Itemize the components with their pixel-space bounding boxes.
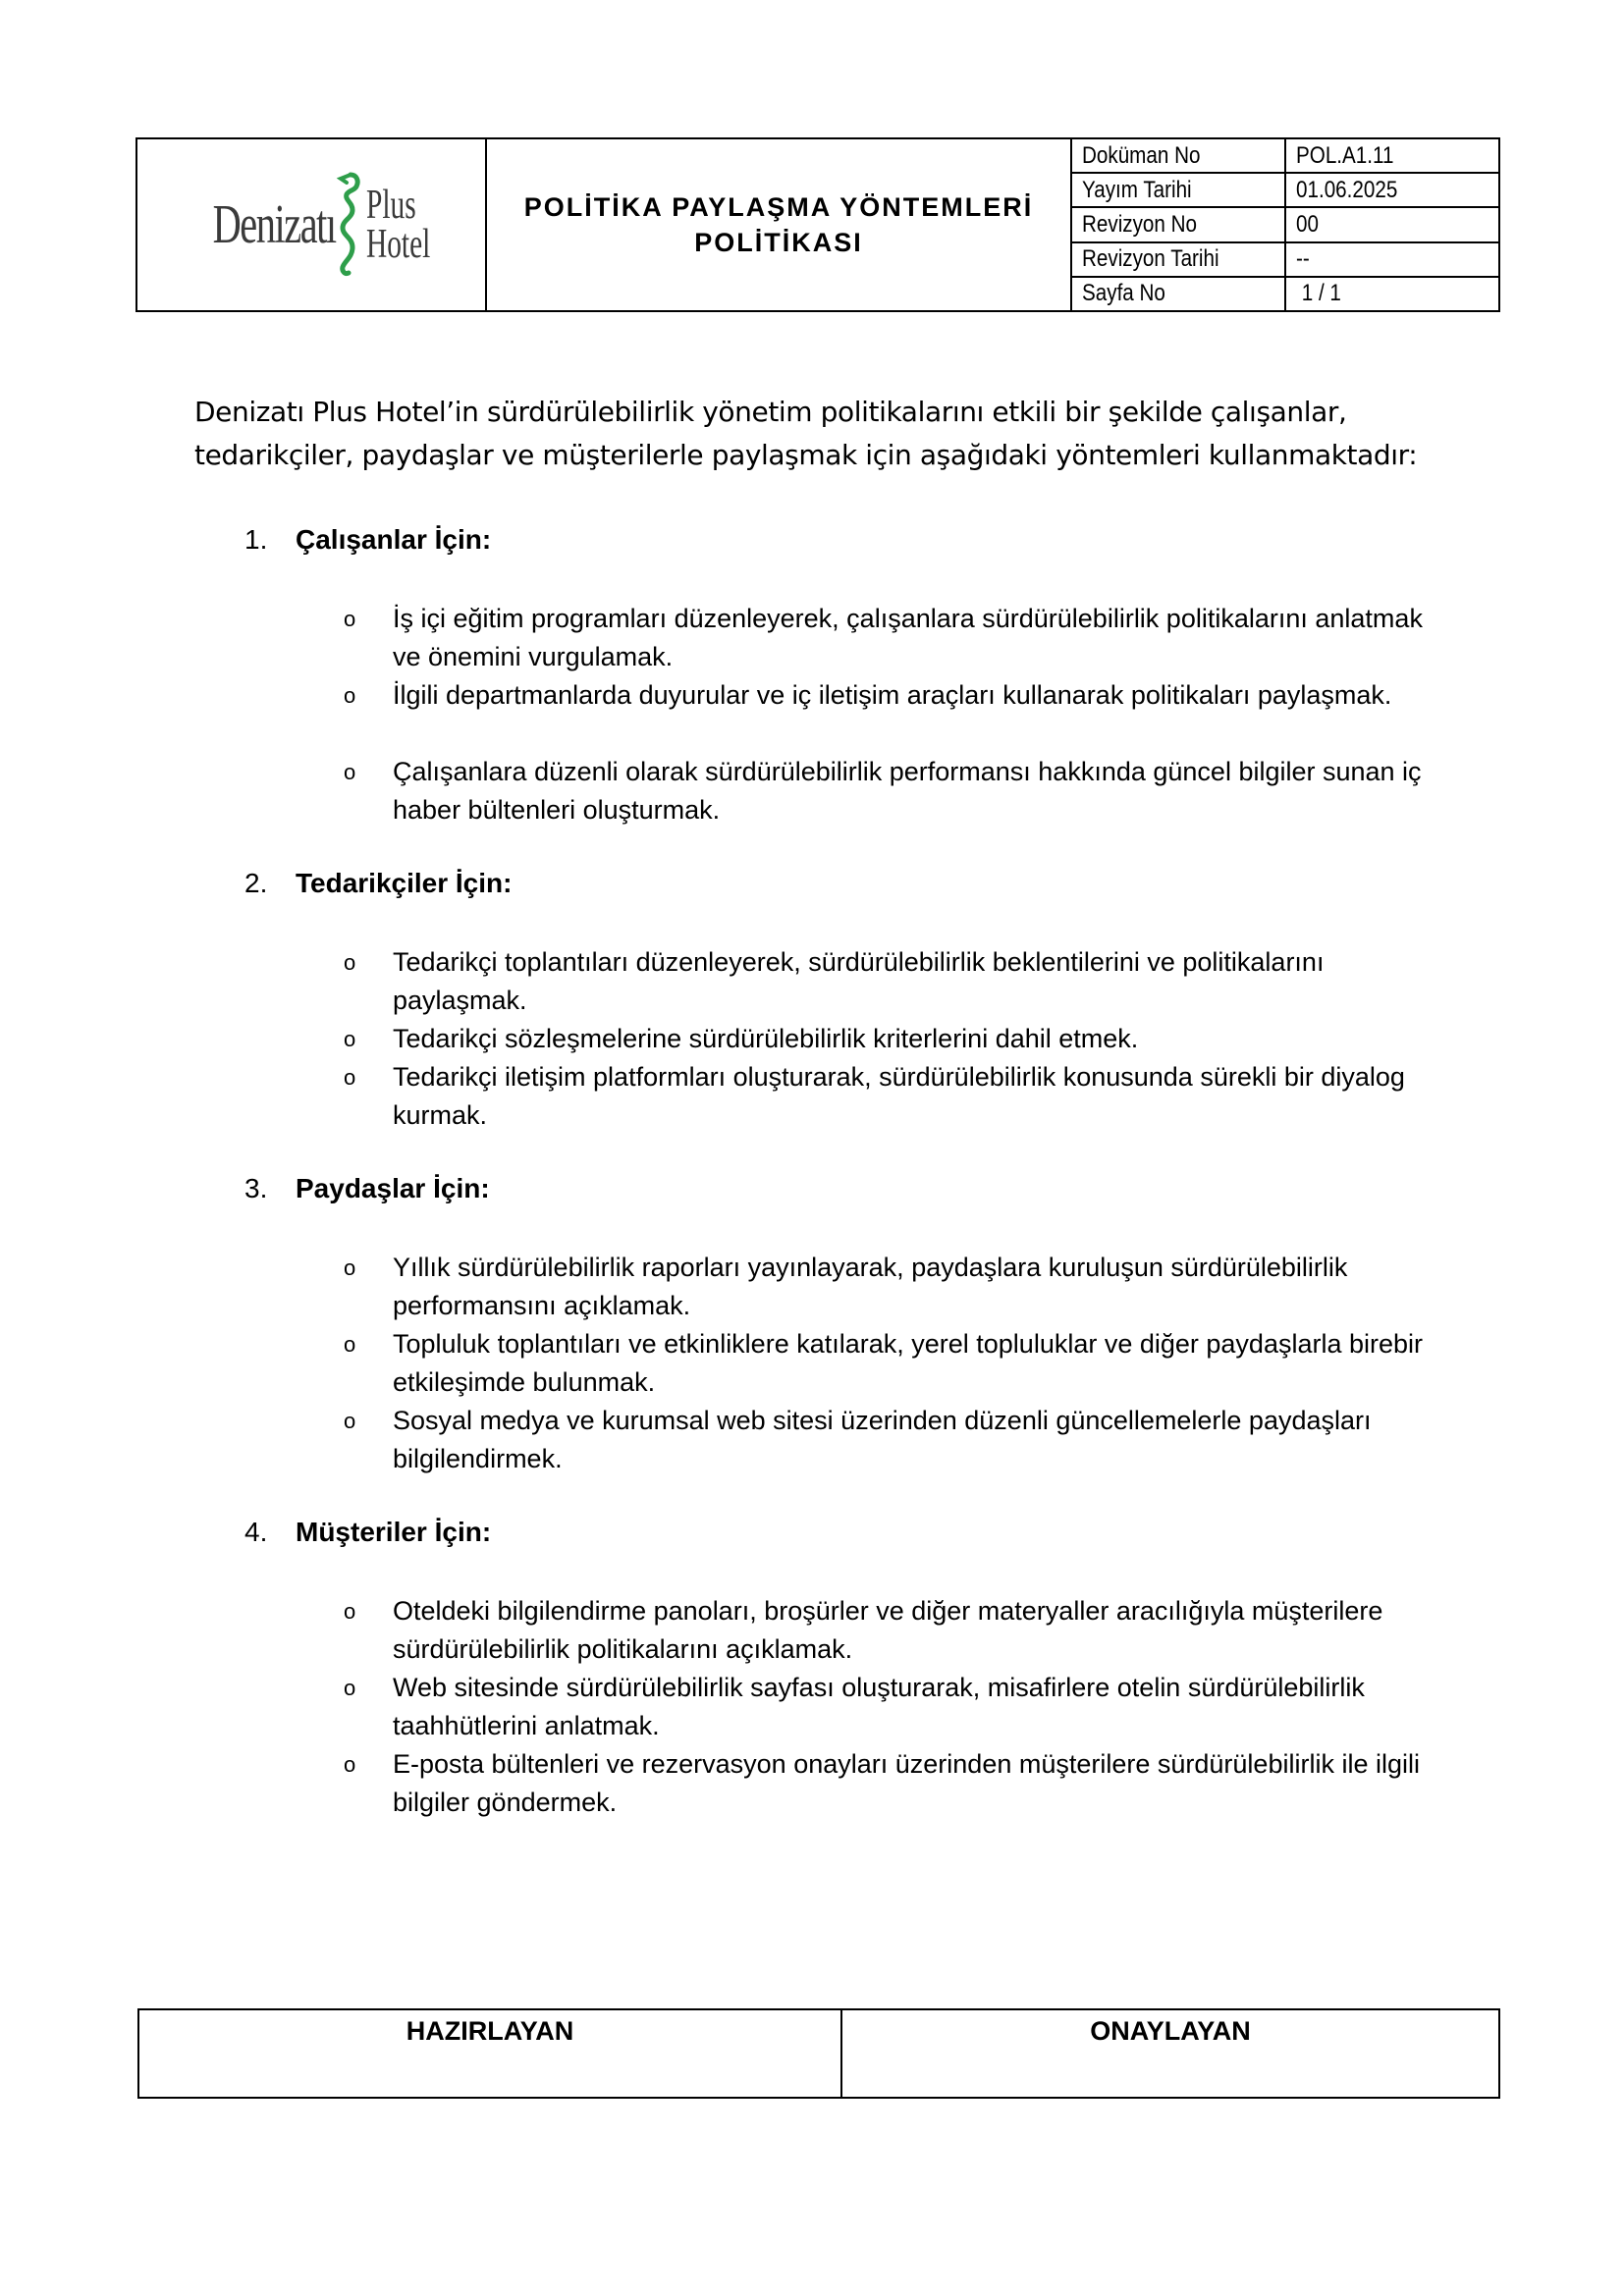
meta-label: Revizyon Tarihi bbox=[1082, 245, 1219, 273]
logo-word-plus: Plus bbox=[366, 183, 416, 228]
list-item-text: Topluluk toplantıları ve etkinliklere katılarak, yerel topluluklar ve diğer paydaşlarla birebir etkileşimde bulunmak. bbox=[393, 1329, 1424, 1397]
list-item bbox=[344, 676, 1443, 715]
prepared-by-cell bbox=[139, 2010, 842, 2097]
document-title bbox=[487, 139, 1072, 310]
meta-row-revision-no bbox=[1072, 208, 1498, 242]
meta-value: POL.A1.11 bbox=[1296, 141, 1394, 169]
bullet-circle-icon: o bbox=[344, 1332, 356, 1357]
list-item bbox=[344, 1020, 1443, 1058]
section-heading: Müşteriler İçin: bbox=[296, 1517, 492, 1547]
bullet-circle-icon: o bbox=[344, 1409, 356, 1433]
list-item-text: İlgili departmanlarda duyurular ve iç iletişim araçları kullanarak politikaları paylaşmak. bbox=[393, 680, 1392, 710]
bullet-circle-icon: o bbox=[344, 1676, 356, 1700]
list-item-text: Tedarikçi iletişim platformları oluşturarak, sürdürülebilirlik konusunda sürekli bir diyalog kurmak. bbox=[393, 1062, 1405, 1130]
list-item-text: Web sitesinde sürdürülebilirlik sayfası oluşturarak, misafirlere otelin sürdürülebilirlik taahhütlerini anlatmak. bbox=[393, 1673, 1365, 1740]
section-number: 2. bbox=[244, 868, 268, 898]
bullet-circle-icon: o bbox=[344, 950, 356, 975]
meta-row-publish-date bbox=[1072, 174, 1498, 208]
logo-word-hotel: Hotel bbox=[366, 222, 431, 267]
list-item bbox=[344, 1745, 1443, 1822]
section-title-suppliers bbox=[244, 868, 512, 899]
bullet-circle-icon: o bbox=[344, 1599, 356, 1624]
prepared-by-label: HAZIRLAYAN bbox=[406, 2016, 574, 2046]
meta-label: Yayım Tarihi bbox=[1082, 176, 1192, 203]
list-item bbox=[344, 943, 1443, 1020]
list-item-text: Tedarikçi toplantıları düzenleyerek, sürdürülebilirlik beklentilerini ve politikalarını paylaşmak. bbox=[393, 947, 1325, 1015]
section-number: 3. bbox=[244, 1173, 268, 1203]
bullet-circle-icon: o bbox=[344, 1065, 356, 1090]
bullet-circle-icon: o bbox=[344, 1752, 356, 1777]
meta-row-document-no bbox=[1072, 139, 1498, 174]
document-meta-table bbox=[1072, 139, 1498, 310]
section-number: 1. bbox=[244, 524, 268, 555]
bullet-circle-icon: o bbox=[344, 1027, 356, 1051]
section-heading: Çalışanlar İçin: bbox=[296, 524, 492, 555]
meta-value: -- bbox=[1296, 245, 1310, 273]
title-line-2: POLİTİKASI bbox=[694, 228, 863, 257]
meta-value: 00 bbox=[1296, 211, 1319, 238]
section-title-customers bbox=[244, 1517, 491, 1548]
signature-table bbox=[137, 2008, 1500, 2099]
approved-by-cell bbox=[842, 2010, 1498, 2097]
meta-label: Doküman No bbox=[1082, 141, 1201, 169]
section-title-stakeholders bbox=[244, 1173, 490, 1204]
list-item-text: İş içi eğitim programları düzenleyerek, çalışanlara sürdürülebilirlik politikalarını anlatmak ve önemini vurgulamak. bbox=[393, 604, 1423, 671]
section-heading: Tedarikçiler İçin: bbox=[296, 868, 513, 898]
intro-paragraph: Denizatı Plus Hotel’in sürdürülebilirlik yönetim politikalarını etkili bir şekilde çalışanlar, tedarikçiler, paydaşlar ve müşterilerle paylaşmak için aşağıdaki yöntemleri kullanmaktadır: bbox=[194, 396, 1418, 471]
bullet-circle-icon: o bbox=[344, 760, 356, 784]
title-line-1: POLİTİKA PAYLAŞMA YÖNTEMLERİ bbox=[523, 192, 1034, 222]
list-item-text: Sosyal medya ve kurumsal web sitesi üzerinden düzenli güncellemelerle paydaşları bilgilendirmek. bbox=[393, 1406, 1372, 1473]
list-item bbox=[344, 753, 1443, 829]
list-item bbox=[344, 1669, 1443, 1745]
logo-word-main: Denizatı bbox=[212, 194, 336, 255]
meta-row-revision-date bbox=[1072, 243, 1498, 278]
list-item bbox=[344, 1402, 1443, 1478]
section-number: 4. bbox=[244, 1517, 268, 1547]
list-item bbox=[344, 600, 1443, 676]
seahorse-icon bbox=[333, 171, 362, 279]
list-item bbox=[344, 1058, 1443, 1135]
bullet-circle-icon: o bbox=[344, 1255, 356, 1280]
list-item bbox=[344, 1592, 1443, 1669]
section-title-employees bbox=[244, 524, 491, 556]
bullet-circle-icon: o bbox=[344, 683, 356, 708]
list-item-text: Yıllık sürdürülebilirlik raporları yayınlayarak, paydaşlara kuruluşun sürdürülebilirlik performansını açıklamak. bbox=[393, 1253, 1348, 1320]
list-item bbox=[344, 1249, 1443, 1325]
meta-label: Sayfa No bbox=[1082, 280, 1165, 307]
list-item-text: Çalışanlara düzenli olarak sürdürülebilirlik performansı hakkında güncel bilgiler sunan iç haber bültenleri oluşturmak. bbox=[393, 757, 1422, 825]
list-item-text: Tedarikçi sözleşmelerine sürdürülebilirlik kriterlerini dahil etmek. bbox=[393, 1024, 1139, 1053]
meta-label: Revizyon No bbox=[1082, 211, 1198, 238]
approved-by-label: ONAYLAYAN bbox=[1090, 2016, 1251, 2046]
list-item-text: E-posta bültenleri ve rezervasyon onayları üzerinden müşterilere sürdürülebilirlik ile ilgili bilgiler göndermek. bbox=[393, 1749, 1420, 1817]
section-heading: Paydaşlar İçin: bbox=[296, 1173, 490, 1203]
list-item bbox=[344, 1325, 1443, 1402]
meta-value: 1 / 1 bbox=[1296, 280, 1341, 307]
logo-word-stack bbox=[366, 183, 431, 267]
bullet-circle-icon: o bbox=[344, 607, 356, 631]
meta-row-page-no bbox=[1072, 278, 1498, 310]
meta-value: 01.06.2025 bbox=[1296, 176, 1398, 203]
list-item-text: Oteldeki bilgilendirme panoları, broşürler ve diğer materyaller aracılığıyla müşterilere sürdürülebilirlik politikalarını açıklamak. bbox=[393, 1596, 1383, 1664]
document-header bbox=[135, 137, 1500, 312]
hotel-logo bbox=[165, 171, 459, 279]
logo-cell bbox=[137, 139, 487, 310]
